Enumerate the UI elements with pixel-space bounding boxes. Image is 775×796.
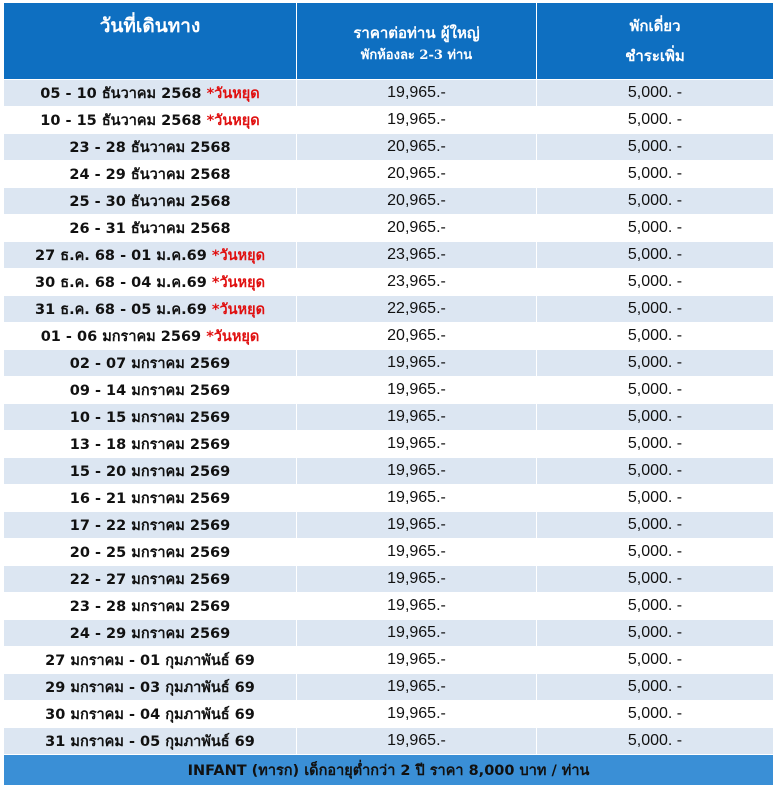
single-supplement-cell: 5,000. - (537, 242, 774, 269)
travel-date: 05 - 10 ธันวาคม 2568 (40, 85, 202, 102)
single-supplement-cell: 5,000. - (537, 431, 774, 458)
adult-price-cell: 23,965.- (297, 269, 537, 296)
travel-date-cell (4, 539, 297, 566)
travel-date-cell (4, 296, 297, 323)
travel-date: 22 - 27 มกราคม 2569 (69, 571, 231, 588)
adult-price-cell: 19,965.- (297, 701, 537, 728)
adult-price-cell: 19,965.- (297, 593, 537, 620)
travel-date: 29 มกราคม - 03 กุมภาพันธ์ 69 (45, 679, 255, 696)
adult-price-cell: 19,965.- (297, 647, 537, 674)
travel-date: 13 - 18 มกราคม 2569 (69, 436, 231, 453)
single-supplement-cell: 5,000. - (537, 134, 774, 161)
header-adult-price (297, 3, 537, 80)
header-adult-price-sublabel: พักห้องละ 2-3 ท่าน (360, 48, 473, 64)
header-travel-date (4, 3, 297, 80)
table-row (4, 485, 774, 512)
travel-date-cell (4, 512, 297, 539)
table-row (4, 404, 774, 431)
adult-price-cell: 20,965.- (297, 215, 537, 242)
table-row (4, 593, 774, 620)
travel-date-cell (4, 188, 297, 215)
table-row (4, 296, 774, 323)
travel-date: 01 - 06 มกราคม 2569 (40, 328, 202, 345)
travel-date-cell (4, 485, 297, 512)
adult-price-cell: 19,965.- (297, 674, 537, 701)
single-supplement-cell: 5,000. - (537, 458, 774, 485)
single-supplement-cell: 5,000. - (537, 80, 774, 107)
single-supplement-cell: 5,000. - (537, 539, 774, 566)
travel-date-cell (4, 134, 297, 161)
adult-price-cell: 19,965.- (297, 512, 537, 539)
adult-price-cell: 19,965.- (297, 566, 537, 593)
adult-price-cell: 20,965.- (297, 323, 537, 350)
single-supplement-cell: 5,000. - (537, 323, 774, 350)
travel-date: 27 มกราคม - 01 กุมภาพันธ์ 69 (45, 652, 255, 669)
travel-date-cell (4, 80, 297, 107)
adult-price-cell: 19,965.- (297, 728, 537, 755)
adult-price-cell: 19,965.- (297, 620, 537, 647)
travel-date: 10 - 15 ธันวาคม 2568 (40, 112, 202, 129)
table-row (4, 728, 774, 755)
travel-date: 23 - 28 ธันวาคม 2568 (69, 139, 231, 156)
travel-date: 20 - 25 มกราคม 2569 (69, 544, 231, 561)
adult-price-cell: 20,965.- (297, 188, 537, 215)
single-supplement-cell: 5,000. - (537, 296, 774, 323)
table-row (4, 620, 774, 647)
table-row (4, 377, 774, 404)
travel-date: 23 - 28 มกราคม 2569 (69, 598, 231, 615)
single-supplement-cell: 5,000. - (537, 350, 774, 377)
travel-date-cell (4, 107, 297, 134)
adult-price-cell: 19,965.- (297, 458, 537, 485)
table-row (4, 323, 774, 350)
header-single-supplement-label: พักเดี่ยว (629, 17, 681, 35)
adult-price-cell: 19,965.- (297, 350, 537, 377)
adult-price-cell: 19,965.- (297, 539, 537, 566)
table-row (4, 134, 774, 161)
travel-date: 31 ธ.ค. 68 - 05 ม.ค.69 (35, 301, 207, 318)
table-row (4, 242, 774, 269)
travel-date: 25 - 30 ธันวาคม 2568 (69, 193, 231, 210)
travel-date: 26 - 31 ธันวาคม 2568 (69, 220, 231, 237)
travel-date: 15 - 20 มกราคม 2569 (69, 463, 231, 480)
table-row (4, 701, 774, 728)
footer-row (4, 755, 774, 786)
holiday-badge: *วันหยุด (211, 247, 265, 264)
single-supplement-cell: 5,000. - (537, 674, 774, 701)
travel-date: 16 - 21 มกราคม 2569 (69, 490, 231, 507)
single-supplement-cell: 5,000. - (537, 728, 774, 755)
single-supplement-cell: 5,000. - (537, 215, 774, 242)
table-row (4, 161, 774, 188)
travel-date-cell (4, 161, 297, 188)
single-supplement-cell: 5,000. - (537, 107, 774, 134)
table-row (4, 647, 774, 674)
adult-price-cell: 20,965.- (297, 134, 537, 161)
travel-date-cell (4, 404, 297, 431)
table-row (4, 539, 774, 566)
single-supplement-cell: 5,000. - (537, 647, 774, 674)
single-supplement-cell: 5,000. - (537, 485, 774, 512)
single-supplement-cell: 5,000. - (537, 512, 774, 539)
travel-date: 02 - 07 มกราคม 2569 (69, 355, 231, 372)
table-row (4, 458, 774, 485)
single-supplement-cell: 5,000. - (537, 404, 774, 431)
table-row (4, 431, 774, 458)
single-supplement-cell: 5,000. - (537, 377, 774, 404)
travel-date: 24 - 29 ธันวาคม 2568 (69, 166, 231, 183)
holiday-badge: *วันหยุด (211, 274, 265, 291)
travel-date-cell (4, 242, 297, 269)
adult-price-cell: 22,965.- (297, 296, 537, 323)
single-supplement-cell: 5,000. - (537, 161, 774, 188)
adult-price-cell: 19,965.- (297, 377, 537, 404)
adult-price-cell: 19,965.- (297, 431, 537, 458)
header-adult-price-label: ราคาต่อท่าน ผู้ใหญ่ (353, 24, 480, 43)
travel-date-cell (4, 269, 297, 296)
infant-price-note: INFANT (ทารก) เด็กอายุต่ำกว่า 2 ปี ราคา 8,000 บาท / ท่าน (4, 755, 774, 786)
travel-date-cell (4, 593, 297, 620)
header-single-supplement-sublabel: ชำระเพิ่ม (625, 47, 685, 65)
travel-date-cell (4, 566, 297, 593)
single-supplement-cell: 5,000. - (537, 188, 774, 215)
travel-date-cell (4, 431, 297, 458)
table-row (4, 107, 774, 134)
adult-price-cell: 23,965.- (297, 242, 537, 269)
table-header-row (4, 3, 774, 80)
travel-date-cell (4, 350, 297, 377)
single-supplement-cell: 5,000. - (537, 701, 774, 728)
table-row (4, 269, 774, 296)
table-row (4, 215, 774, 242)
travel-date: 24 - 29 มกราคม 2569 (69, 625, 231, 642)
travel-date: 17 - 22 มกราคม 2569 (69, 517, 231, 534)
travel-date-cell (4, 377, 297, 404)
holiday-badge: *วันหยุด (206, 112, 260, 129)
adult-price-cell: 19,965.- (297, 107, 537, 134)
table-row (4, 674, 774, 701)
travel-date-cell (4, 215, 297, 242)
price-table (3, 2, 774, 786)
travel-date-cell (4, 458, 297, 485)
travel-date-cell (4, 674, 297, 701)
adult-price-cell: 19,965.- (297, 80, 537, 107)
table-row (4, 80, 774, 107)
travel-date: 30 มกราคม - 04 กุมภาพันธ์ 69 (45, 706, 255, 723)
holiday-badge: *วันหยุด (211, 301, 265, 318)
single-supplement-cell: 5,000. - (537, 566, 774, 593)
header-single-supplement (537, 3, 774, 80)
table-row (4, 512, 774, 539)
holiday-badge: *วันหยุด (206, 85, 260, 102)
travel-date-cell (4, 323, 297, 350)
holiday-badge: *วันหยุด (206, 328, 260, 345)
travel-date-cell (4, 728, 297, 755)
travel-date: 31 มกราคม - 05 กุมภาพันธ์ 69 (45, 733, 255, 750)
header-travel-date-label: วันที่เดินทาง (99, 14, 201, 37)
table-row (4, 188, 774, 215)
single-supplement-cell: 5,000. - (537, 269, 774, 296)
travel-date-cell (4, 647, 297, 674)
travel-date-cell (4, 620, 297, 647)
travel-date-cell (4, 701, 297, 728)
travel-date: 09 - 14 มกราคม 2569 (69, 382, 231, 399)
table-row (4, 350, 774, 377)
travel-date: 30 ธ.ค. 68 - 04 ม.ค.69 (35, 274, 207, 291)
adult-price-cell: 19,965.- (297, 485, 537, 512)
single-supplement-cell: 5,000. - (537, 620, 774, 647)
travel-date: 10 - 15 มกราคม 2569 (69, 409, 231, 426)
adult-price-cell: 20,965.- (297, 161, 537, 188)
travel-date: 27 ธ.ค. 68 - 01 ม.ค.69 (35, 247, 207, 264)
adult-price-cell: 19,965.- (297, 404, 537, 431)
table-row (4, 566, 774, 593)
table-body (4, 80, 774, 755)
single-supplement-cell: 5,000. - (537, 593, 774, 620)
